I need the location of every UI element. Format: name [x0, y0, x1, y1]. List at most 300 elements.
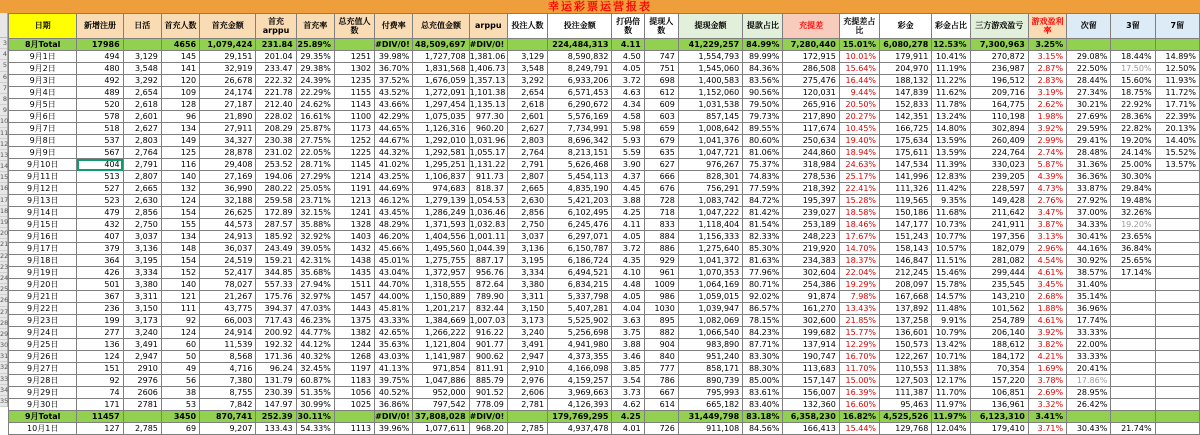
- cell[interactable]: 14.40%: [1155, 135, 1199, 147]
- cell[interactable]: 698: [644, 75, 678, 87]
- cell[interactable]: 1,101.38: [469, 87, 507, 99]
- cell[interactable]: 24.63%: [839, 159, 879, 171]
- cell[interactable]: 35.88%: [296, 219, 334, 231]
- row-number[interactable]: 3: [0, 38, 7, 49]
- cell[interactable]: 254,386: [783, 279, 839, 291]
- cell[interactable]: 111: [161, 303, 199, 315]
- cell[interactable]: 84.36%: [743, 63, 783, 75]
- cell[interactable]: 92: [161, 315, 199, 327]
- cell[interactable]: 10.45%: [839, 123, 879, 135]
- cell[interactable]: 121: [161, 291, 199, 303]
- cell[interactable]: 84.23%: [743, 327, 783, 339]
- cell[interactable]: 20.27%: [839, 111, 879, 123]
- cell[interactable]: 494: [77, 51, 123, 63]
- cell[interactable]: 127,503: [880, 375, 932, 387]
- cell[interactable]: 1,126,316: [413, 123, 469, 135]
- row-number[interactable]: 5: [0, 60, 7, 71]
- cell[interactable]: 4,525,526: [880, 411, 932, 423]
- cell[interactable]: 4,835,190: [548, 183, 612, 195]
- cell[interactable]: 179,410: [970, 423, 1028, 435]
- cell[interactable]: 4.34: [612, 99, 644, 111]
- cell[interactable]: 1268: [334, 351, 374, 363]
- date-cell[interactable]: 9月1日: [9, 51, 77, 63]
- cell[interactable]: 3.25%: [1028, 39, 1066, 51]
- cell[interactable]: 17.50%: [1111, 63, 1155, 75]
- cell[interactable]: 5,407,281: [548, 303, 612, 315]
- cell[interactable]: 1438: [334, 255, 374, 267]
- cell[interactable]: 5,576,169: [548, 111, 612, 123]
- cell[interactable]: 3,037: [507, 231, 547, 243]
- cell[interactable]: 1,727,708: [413, 51, 469, 63]
- cell[interactable]: 4.11: [612, 219, 644, 231]
- cell[interactable]: 2,627: [507, 123, 547, 135]
- cell[interactable]: 1,131.22: [469, 159, 507, 171]
- cell[interactable]: [1111, 375, 1155, 387]
- cell[interactable]: 74: [77, 387, 123, 399]
- cell[interactable]: 2,750: [507, 219, 547, 231]
- cell[interactable]: 111,326: [880, 183, 932, 195]
- cell[interactable]: 1,064,169: [678, 279, 742, 291]
- cell[interactable]: 19.29%: [839, 279, 879, 291]
- cell[interactable]: 43.66%: [375, 99, 413, 111]
- date-cell[interactable]: 9月23日: [9, 315, 77, 327]
- cell[interactable]: 33.87%: [1067, 183, 1111, 195]
- cell[interactable]: 89.55%: [743, 123, 783, 135]
- row-number[interactable]: 16: [0, 183, 7, 194]
- cell[interactable]: 230.39: [256, 387, 296, 399]
- cell[interactable]: 1,357.13: [469, 75, 507, 87]
- cell[interactable]: 20.13%: [1155, 123, 1199, 135]
- cell[interactable]: 70,354: [970, 363, 1028, 375]
- cell[interactable]: 92.02%: [743, 291, 783, 303]
- cell[interactable]: 15.00%: [839, 375, 879, 387]
- cell[interactable]: 1,406.73: [469, 63, 507, 75]
- cell[interactable]: 7,734,991: [548, 123, 612, 135]
- cell[interactable]: 3.78%: [1028, 375, 1066, 387]
- cell[interactable]: [1111, 339, 1155, 351]
- cell[interactable]: 4.05: [612, 63, 644, 75]
- cell[interactable]: 756,291: [678, 183, 742, 195]
- cell[interactable]: 2,976: [507, 375, 547, 387]
- cell[interactable]: 19.20%: [1111, 135, 1155, 147]
- date-cell[interactable]: 9月28日: [9, 375, 77, 387]
- cell[interactable]: 6,297,071: [548, 231, 612, 243]
- cell[interactable]: 1,041,372: [678, 255, 742, 267]
- cell[interactable]: 13.59%: [932, 147, 970, 159]
- cell[interactable]: 916.22: [469, 327, 507, 339]
- cell[interactable]: 1,032.83: [469, 219, 507, 231]
- cell[interactable]: 951,240: [678, 351, 742, 363]
- cell[interactable]: 25.65%: [1111, 255, 1155, 267]
- cell[interactable]: 501: [77, 279, 123, 291]
- cell[interactable]: 253.52: [256, 159, 296, 171]
- row-number[interactable]: 19: [0, 217, 7, 228]
- cell[interactable]: 120: [161, 75, 199, 87]
- cell[interactable]: 44,573: [200, 219, 256, 231]
- cell[interactable]: 30.11%: [296, 411, 334, 423]
- cell[interactable]: 1,031.96: [469, 135, 507, 147]
- cell[interactable]: 84.56%: [743, 423, 783, 435]
- cell[interactable]: 83.30%: [743, 351, 783, 363]
- cell[interactable]: 2,750: [123, 219, 161, 231]
- cell[interactable]: 2976: [123, 375, 161, 387]
- cell[interactable]: 4.45: [612, 183, 644, 195]
- cell[interactable]: 236: [77, 303, 123, 315]
- cell[interactable]: 21.74%: [1111, 423, 1155, 435]
- cell[interactable]: [644, 411, 678, 423]
- cell[interactable]: 190,747: [783, 351, 839, 363]
- cell[interactable]: 2.74%: [1028, 147, 1066, 159]
- cell[interactable]: 40.52%: [375, 387, 413, 399]
- cell[interactable]: 1,318,555: [413, 279, 469, 291]
- cell[interactable]: 116: [161, 159, 199, 171]
- cell[interactable]: [1155, 411, 1199, 423]
- cell[interactable]: 101,562: [970, 303, 1028, 315]
- cell[interactable]: 1,008,642: [678, 123, 742, 135]
- cell[interactable]: 885.79: [469, 375, 507, 387]
- cell[interactable]: 38: [161, 387, 199, 399]
- cell[interactable]: 10.71%: [932, 351, 970, 363]
- cell[interactable]: 38.57%: [1067, 267, 1111, 279]
- cell[interactable]: 1,070,353: [678, 267, 742, 279]
- cell[interactable]: 18.37%: [839, 255, 879, 267]
- cell[interactable]: 11.48%: [932, 303, 970, 315]
- cell[interactable]: 179,769,295: [548, 411, 612, 423]
- cell[interactable]: [1155, 351, 1199, 363]
- cell[interactable]: 961: [644, 267, 678, 279]
- cell[interactable]: 19.20%: [1111, 219, 1155, 231]
- cell[interactable]: #DIV/0!: [469, 39, 507, 51]
- cell[interactable]: 911,108: [678, 423, 742, 435]
- cell[interactable]: 3.19%: [1028, 87, 1066, 99]
- cell[interactable]: 537: [77, 135, 123, 147]
- cell[interactable]: [1111, 399, 1155, 411]
- cell[interactable]: 39.05%: [296, 243, 334, 255]
- cell[interactable]: 7,380: [200, 375, 256, 387]
- cell[interactable]: 16.61%: [296, 111, 334, 123]
- cell[interactable]: 44.32%: [375, 147, 413, 159]
- cell[interactable]: 235,545: [970, 279, 1028, 291]
- cell[interactable]: 44.16%: [1067, 243, 1111, 255]
- cell[interactable]: 2,618: [123, 99, 161, 111]
- cell[interactable]: 26.42%: [1067, 399, 1111, 411]
- cell[interactable]: 79.73%: [743, 111, 783, 123]
- cell[interactable]: 890,739: [678, 375, 742, 387]
- cell[interactable]: 7,842: [200, 399, 256, 411]
- date-cell[interactable]: 9月11日: [9, 171, 77, 183]
- cell[interactable]: 15.78%: [932, 279, 970, 291]
- row-number[interactable]: 7: [0, 83, 7, 94]
- cell[interactable]: 228.02: [256, 111, 296, 123]
- cell[interactable]: 3,136: [507, 243, 547, 255]
- cell[interactable]: 41.13%: [375, 363, 413, 375]
- cell[interactable]: 17.14%: [1111, 267, 1155, 279]
- cell[interactable]: 404: [77, 159, 123, 171]
- cell[interactable]: 15.28%: [839, 195, 879, 207]
- cell[interactable]: 364: [77, 255, 123, 267]
- cell[interactable]: 148: [161, 243, 199, 255]
- cell[interactable]: 2.87%: [1028, 63, 1066, 75]
- cell[interactable]: 66,003: [200, 315, 256, 327]
- cell[interactable]: 79.50%: [743, 99, 783, 111]
- date-cell[interactable]: 9月18日: [9, 255, 77, 267]
- cell[interactable]: 901.52: [469, 387, 507, 399]
- cell[interactable]: 1,404,556: [413, 231, 469, 243]
- cell[interactable]: 3.73: [612, 387, 644, 399]
- date-cell[interactable]: 9月Total: [9, 411, 77, 423]
- column-header[interactable]: 新增注册: [77, 14, 123, 39]
- cell[interactable]: 2.69%: [1028, 387, 1066, 399]
- cell[interactable]: 5,626,468: [548, 159, 612, 171]
- cell[interactable]: 833: [644, 219, 678, 231]
- cell[interactable]: 231.84: [256, 39, 296, 51]
- cell[interactable]: 11.93%: [1155, 75, 1199, 87]
- cell[interactable]: 904: [644, 339, 678, 351]
- cell[interactable]: 6,933,206: [548, 75, 612, 87]
- cell[interactable]: 900.62: [469, 351, 507, 363]
- cell[interactable]: 44.00%: [375, 291, 413, 303]
- cell[interactable]: 901.77: [469, 339, 507, 351]
- cell[interactable]: 7,280,440: [783, 39, 839, 51]
- cell[interactable]: 50: [161, 351, 199, 363]
- cell[interactable]: [123, 411, 161, 423]
- cell[interactable]: 1,054.53: [469, 195, 507, 207]
- cell[interactable]: 24,519: [200, 255, 256, 267]
- cell[interactable]: 612: [644, 87, 678, 99]
- row-number[interactable]: 14: [0, 161, 7, 172]
- cell[interactable]: 87.71%: [743, 339, 783, 351]
- cell[interactable]: 143,210: [970, 291, 1028, 303]
- column-header[interactable]: 提现人数: [644, 14, 678, 39]
- cell[interactable]: 29.38%: [296, 63, 334, 75]
- cell[interactable]: 21.85%: [839, 315, 879, 327]
- cell[interactable]: 4.35: [612, 255, 644, 267]
- cell[interactable]: 1225: [334, 147, 374, 159]
- cell[interactable]: 832.44: [469, 303, 507, 315]
- cell[interactable]: 31.40%: [1067, 279, 1111, 291]
- cell[interactable]: 150,186: [880, 207, 932, 219]
- cell[interactable]: 2,856: [507, 207, 547, 219]
- cell[interactable]: 150,573: [880, 339, 932, 351]
- cell[interactable]: 218,392: [783, 183, 839, 195]
- cell[interactable]: 219,920: [783, 243, 839, 255]
- cell[interactable]: 1183: [334, 375, 374, 387]
- cell[interactable]: 200.92: [256, 327, 296, 339]
- cell[interactable]: 6,080,278: [880, 39, 932, 51]
- cell[interactable]: 4,937,478: [548, 423, 612, 435]
- cell[interactable]: 6,123,310: [970, 411, 1028, 423]
- cell[interactable]: 13.43%: [839, 303, 879, 315]
- cell[interactable]: 3,129: [507, 51, 547, 63]
- cell[interactable]: 110,553: [880, 363, 932, 375]
- cell[interactable]: [1155, 207, 1199, 219]
- cell[interactable]: 45.66%: [375, 243, 413, 255]
- cell[interactable]: 8,755: [200, 387, 256, 399]
- date-cell[interactable]: 9月21日: [9, 291, 77, 303]
- cell[interactable]: 241,911: [970, 219, 1028, 231]
- cell[interactable]: 36.84%: [1111, 243, 1155, 255]
- row-number[interactable]: 30: [0, 340, 7, 351]
- cell[interactable]: 25.87%: [296, 123, 334, 135]
- cell[interactable]: 45.01%: [375, 255, 413, 267]
- cell[interactable]: [1155, 291, 1199, 303]
- cell[interactable]: 10.57%: [932, 243, 970, 255]
- cell[interactable]: 82.33%: [743, 231, 783, 243]
- cell[interactable]: [1155, 219, 1199, 231]
- cell[interactable]: 4656: [161, 39, 199, 51]
- cell[interactable]: [1155, 315, 1199, 327]
- cell[interactable]: 259.58: [256, 195, 296, 207]
- cell[interactable]: 929: [644, 255, 678, 267]
- cell[interactable]: 14.89%: [1155, 51, 1199, 63]
- cell[interactable]: [1111, 327, 1155, 339]
- cell[interactable]: 986: [644, 291, 678, 303]
- cell[interactable]: 49: [161, 363, 199, 375]
- cell[interactable]: 1,077,611: [413, 423, 469, 435]
- cell[interactable]: 23.65%: [1111, 231, 1155, 243]
- cell[interactable]: 42.65%: [375, 327, 413, 339]
- cell[interactable]: 2.68%: [1028, 291, 1066, 303]
- cell[interactable]: 106,851: [970, 387, 1028, 399]
- cell[interactable]: 6,102,495: [548, 207, 612, 219]
- cell[interactable]: 161,270: [783, 303, 839, 315]
- cell[interactable]: 2,807: [507, 171, 547, 183]
- cell[interactable]: 603: [644, 111, 678, 123]
- cell[interactable]: 25.00%: [1111, 159, 1155, 171]
- cell[interactable]: [1111, 315, 1155, 327]
- cell[interactable]: 78.15%: [743, 315, 783, 327]
- cell[interactable]: 48.29%: [375, 219, 413, 231]
- cell[interactable]: 1235: [334, 75, 374, 87]
- cell[interactable]: 1,047,222: [678, 207, 742, 219]
- row-number[interactable]: 33: [0, 374, 7, 385]
- cell[interactable]: 1,047,721: [678, 147, 742, 159]
- cell[interactable]: 3,380: [123, 279, 161, 291]
- cell[interactable]: 718: [644, 207, 678, 219]
- cell[interactable]: 3,173: [507, 315, 547, 327]
- cell[interactable]: 635: [644, 147, 678, 159]
- cell[interactable]: 43.45%: [375, 207, 413, 219]
- cell[interactable]: 188,132: [880, 75, 932, 87]
- cell[interactable]: 164,775: [970, 99, 1028, 111]
- cell[interactable]: 4.21%: [1028, 351, 1066, 363]
- cell[interactable]: 2,630: [123, 195, 161, 207]
- cell[interactable]: 47.03%: [296, 303, 334, 315]
- cell[interactable]: 2,791: [507, 159, 547, 171]
- cell[interactable]: 222.32: [256, 75, 296, 87]
- date-cell[interactable]: 9月30日: [9, 399, 77, 411]
- cell[interactable]: 83.61%: [743, 387, 783, 399]
- cell[interactable]: [1111, 363, 1155, 375]
- cell[interactable]: 1,106,837: [413, 171, 469, 183]
- cell[interactable]: 16.39%: [839, 387, 879, 399]
- cell[interactable]: 1191: [334, 183, 374, 195]
- column-header[interactable]: 彩金: [880, 14, 932, 39]
- cell[interactable]: 789.90: [469, 291, 507, 303]
- date-cell[interactable]: 9月2日: [9, 63, 77, 75]
- cell[interactable]: 2,654: [123, 87, 161, 99]
- cell[interactable]: 208.29: [256, 123, 296, 135]
- cell[interactable]: 265,916: [783, 99, 839, 111]
- column-header[interactable]: 彩金占比: [932, 14, 970, 39]
- cell[interactable]: 6,358,230: [783, 411, 839, 423]
- cell[interactable]: 81.06%: [743, 147, 783, 159]
- cell[interactable]: 4.05: [612, 291, 644, 303]
- cell[interactable]: 3,311: [123, 291, 161, 303]
- cell[interactable]: 204,970: [880, 63, 932, 75]
- cell[interactable]: 4.37: [612, 171, 644, 183]
- date-cell[interactable]: 9月15日: [9, 219, 77, 231]
- cell[interactable]: 12.29%: [839, 339, 879, 351]
- cell[interactable]: 209,716: [970, 87, 1028, 99]
- cell[interactable]: 27.69%: [1067, 111, 1111, 123]
- cell[interactable]: 1,047,886: [413, 375, 469, 387]
- cell[interactable]: 224,484,313: [548, 39, 612, 51]
- cell[interactable]: 32.15%: [296, 207, 334, 219]
- date-cell[interactable]: 9月17日: [9, 243, 77, 255]
- cell[interactable]: 974,683: [413, 183, 469, 195]
- cell[interactable]: 21,890: [200, 111, 256, 123]
- cell[interactable]: 4.10: [612, 267, 644, 279]
- cell[interactable]: 4,941,980: [548, 339, 612, 351]
- date-cell[interactable]: 9月7日: [9, 123, 77, 135]
- cell[interactable]: 3,195: [507, 255, 547, 267]
- row-number[interactable]: 18: [0, 206, 7, 217]
- cell[interactable]: 155: [161, 219, 199, 231]
- cell[interactable]: 113,683: [783, 363, 839, 375]
- cell[interactable]: 1,039,947: [678, 303, 742, 315]
- cell[interactable]: 18.94%: [839, 147, 879, 159]
- cell[interactable]: 243.49: [256, 243, 296, 255]
- cell[interactable]: 145: [161, 51, 199, 63]
- cell[interactable]: [1155, 255, 1199, 267]
- cell[interactable]: 199: [77, 315, 123, 327]
- cell[interactable]: 4.05: [612, 231, 644, 243]
- cell[interactable]: 74.83%: [743, 171, 783, 183]
- cell[interactable]: 10.77%: [932, 231, 970, 243]
- cell[interactable]: 8,590,832: [548, 51, 612, 63]
- cell[interactable]: 51.35%: [296, 387, 334, 399]
- cell[interactable]: 14.57%: [932, 291, 970, 303]
- cell[interactable]: [1155, 243, 1199, 255]
- cell[interactable]: 196,512: [970, 75, 1028, 87]
- cell[interactable]: 4.25: [612, 207, 644, 219]
- date-cell[interactable]: 10月1日: [9, 423, 77, 435]
- cell[interactable]: 3,150: [123, 303, 161, 315]
- cell[interactable]: 968.20: [469, 423, 507, 435]
- cell[interactable]: 5.93: [612, 135, 644, 147]
- cell[interactable]: 3,292: [507, 75, 547, 87]
- cell[interactable]: 1,400,583: [678, 75, 742, 87]
- cell[interactable]: [1155, 387, 1199, 399]
- cell[interactable]: 2,665: [123, 183, 161, 195]
- cell[interactable]: 24,174: [200, 87, 256, 99]
- cell[interactable]: 175.76: [256, 291, 296, 303]
- cell[interactable]: [1155, 423, 1199, 435]
- cell[interactable]: 811.91: [469, 363, 507, 375]
- cell[interactable]: 1,001.11: [469, 231, 507, 243]
- cell[interactable]: 778.09: [469, 399, 507, 411]
- column-header[interactable]: 充提差占比: [839, 14, 879, 39]
- cell[interactable]: #DIV/0!: [375, 39, 413, 51]
- cell[interactable]: 1,275,640: [678, 243, 742, 255]
- row-number[interactable]: 17: [0, 195, 7, 206]
- cell[interactable]: 197,356: [970, 231, 1028, 243]
- cell[interactable]: 34,327: [200, 135, 256, 147]
- cell[interactable]: 1,384,669: [413, 315, 469, 327]
- cell[interactable]: 2,665: [507, 183, 547, 195]
- cell[interactable]: 26,678: [200, 75, 256, 87]
